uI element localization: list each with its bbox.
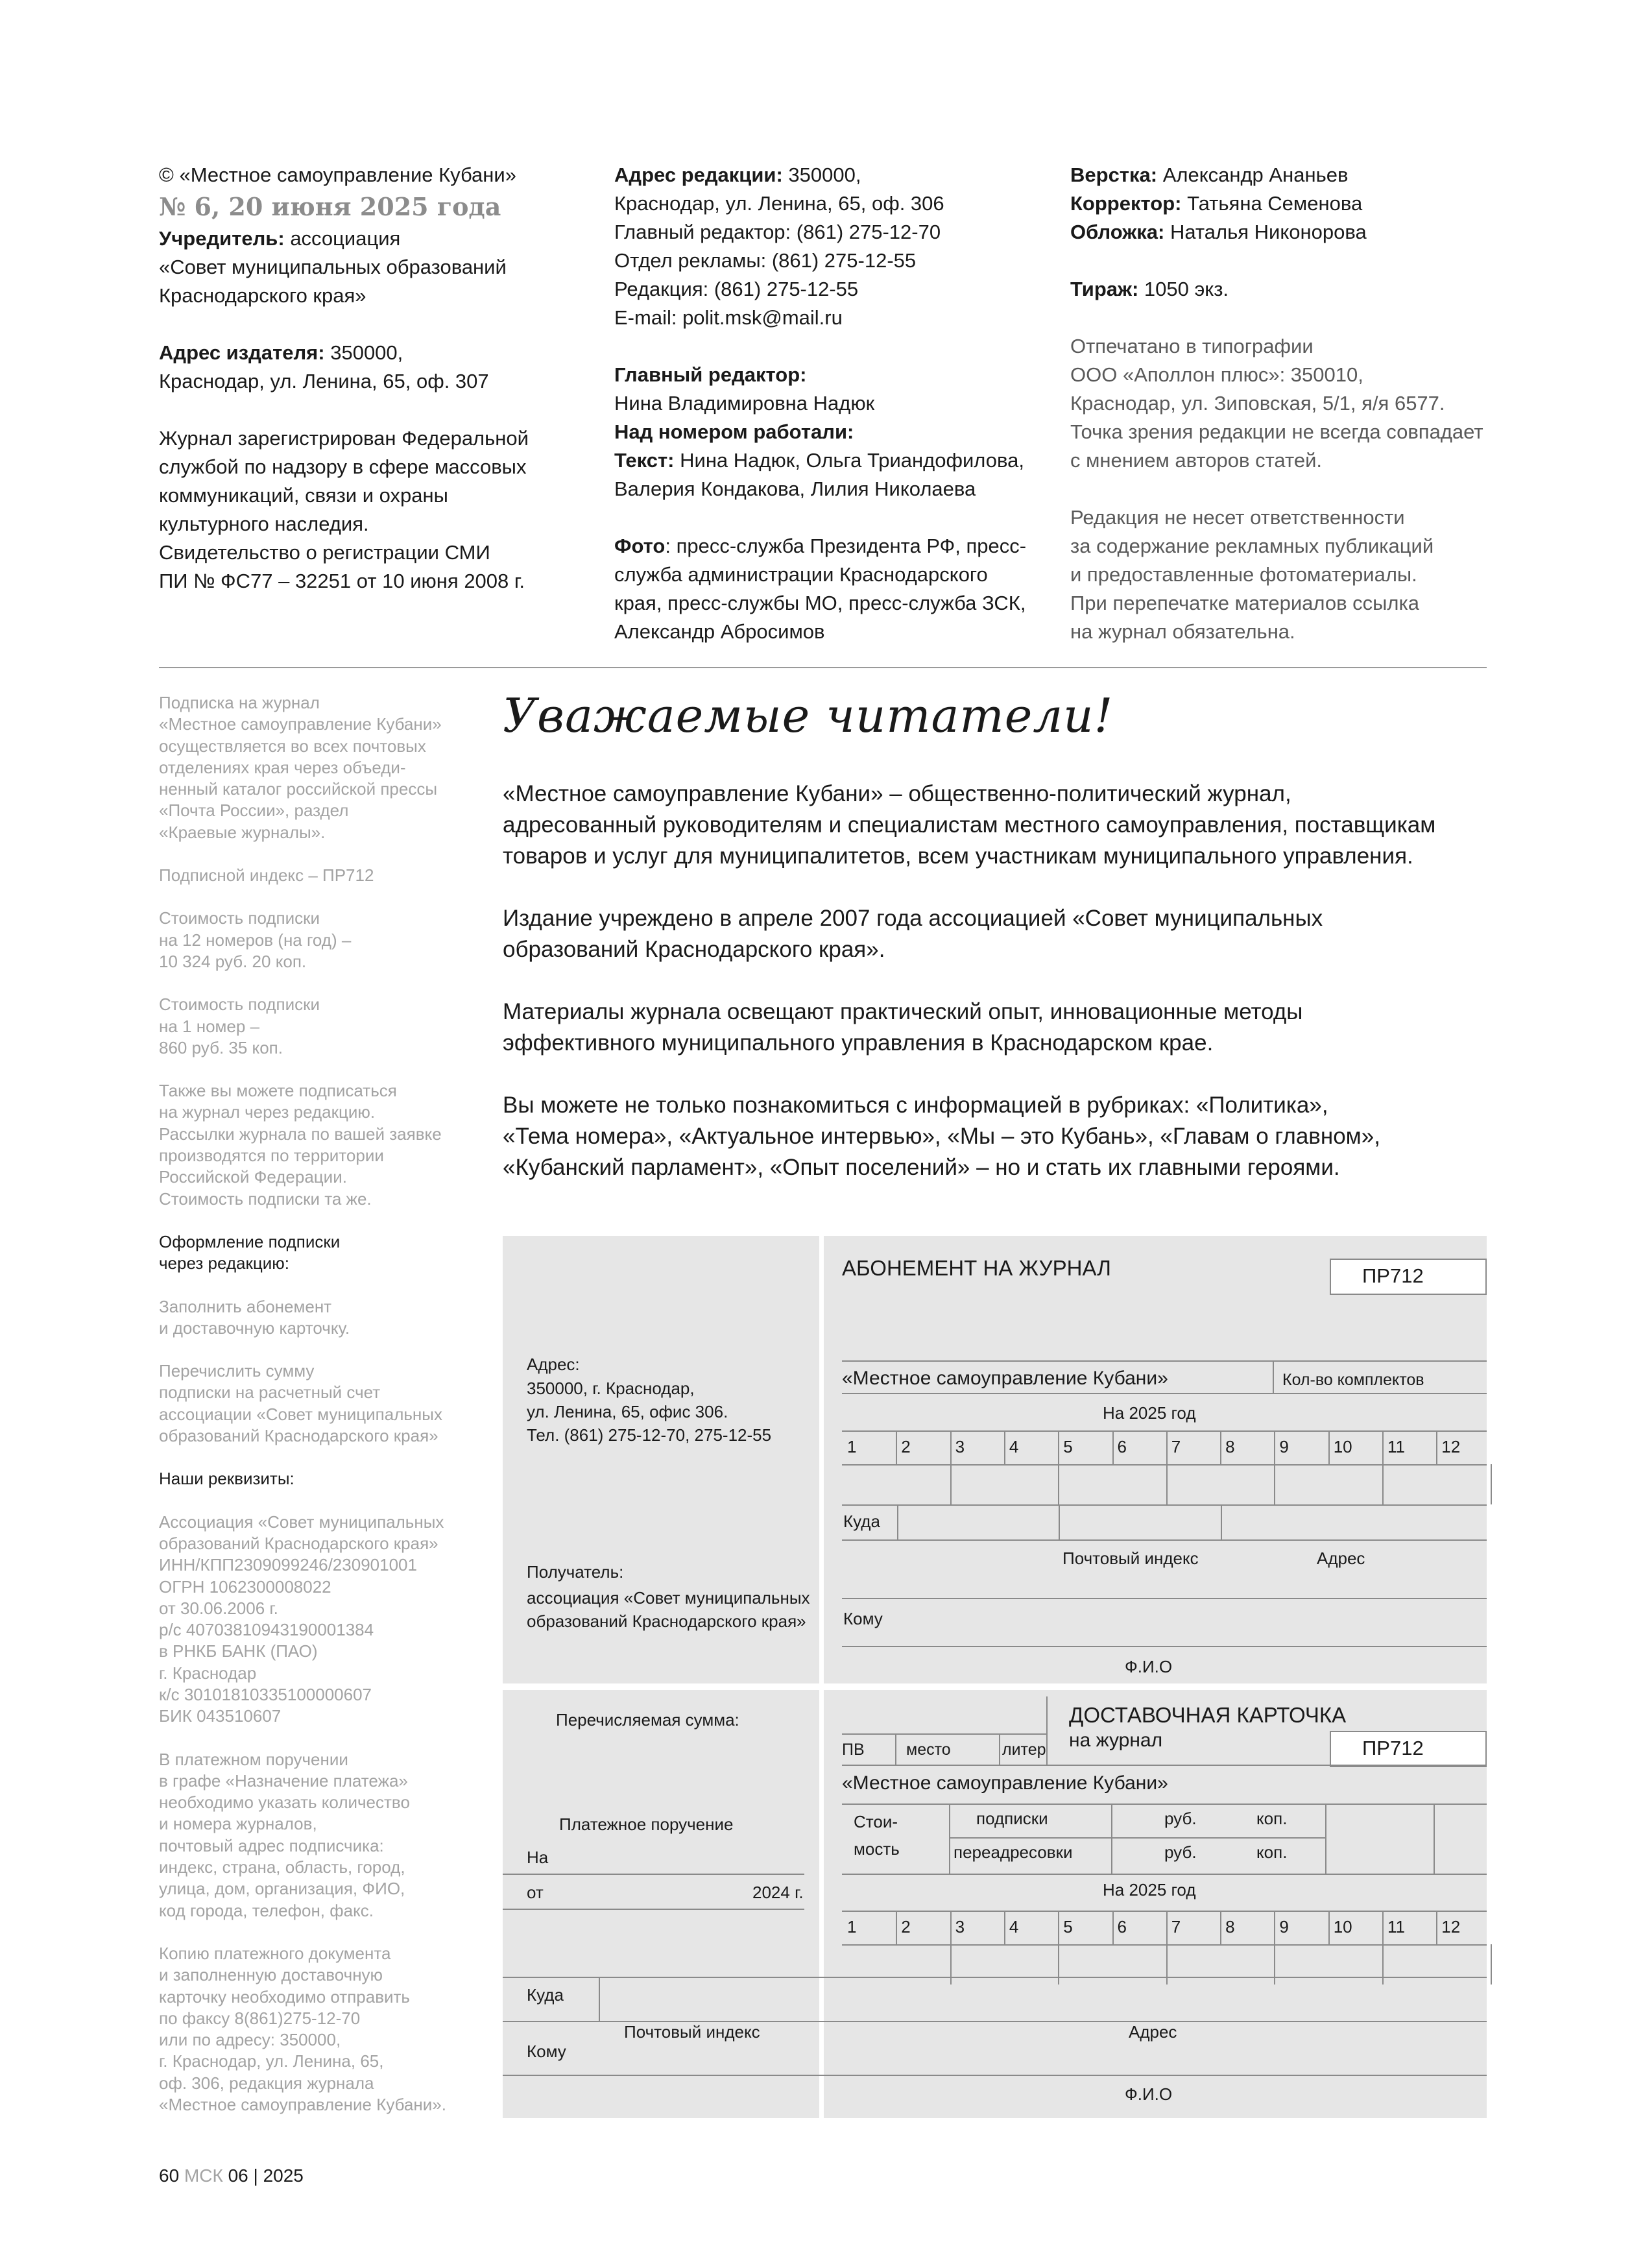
kop-label: коп. [1256, 1809, 1288, 1828]
address-field-label: Адрес [1317, 1549, 1365, 1568]
footer-year: 2025 [263, 2165, 304, 2186]
text-line: осуществляется во всех почтовых [159, 736, 426, 756]
delivery-lower-divider [1491, 1944, 1492, 1984]
delivery-lower-divider [950, 1944, 952, 1984]
cost-label: Стои- [854, 1812, 898, 1831]
subscription-lower-divider [950, 1464, 952, 1504]
founder: Учредитель: ассоциация [159, 227, 401, 250]
text-line: или по адресу: 350000, [159, 2030, 341, 2050]
disclaimer-line: Редакция не несет ответственности [1070, 506, 1405, 529]
editorial-column [614, 161, 1042, 646]
disclaimer-line: При перепечатке материалов ссылка [1070, 592, 1420, 614]
redirect-cost-label: переадресовки [954, 1842, 1073, 1862]
pv-label: ПВ [842, 1741, 865, 1759]
text-line: на журнал через редакцию. [159, 1102, 376, 1122]
subscription-month-4: 4 [1009, 1437, 1019, 1456]
text-line: БИК 043510607 [159, 1706, 282, 1726]
text-line: «Краевые журналы». [159, 822, 326, 842]
delivery-fio-label: Ф.И.О [1125, 2084, 1173, 2104]
footer-issue: 06 [228, 2165, 248, 2186]
text-line: «Тема номера», «Актуальное интервью», «Мы – это Кубань», «Главам о главном», [503, 1124, 1380, 1149]
text-line: через редакцию: [159, 1253, 289, 1273]
text-line: Ассоциация «Совет муниципальных [159, 1512, 444, 1532]
text-line: и заполненную доставочную [159, 1965, 383, 1985]
cost-label: мость [854, 1839, 900, 1859]
text-line: Материалы журнала освещают практический опыт, инновационные методы [503, 999, 1303, 1024]
founder-line: «Совет муниципальных образований [159, 256, 507, 278]
ads-phone: Отдел рекламы: (861) 275-12-55 [614, 249, 917, 272]
text-line: и номера журналов, [159, 1814, 317, 1834]
step-fill-forms [159, 1296, 464, 1340]
chief-phone: Главный редактор: (861) 275-12-70 [614, 221, 941, 243]
text-line: Перечислить сумму [159, 1361, 315, 1381]
page-number: 60 [159, 2165, 180, 2186]
subscription-year: На 2025 год [1103, 1403, 1196, 1423]
payment-where-label: Куда [527, 1985, 564, 2005]
article-paragraph [503, 903, 1489, 965]
subscription-month-10: 10 [1333, 1437, 1352, 1456]
delivery-month-1: 1 [847, 1917, 857, 1936]
subscription-month-7: 7 [1171, 1437, 1181, 1456]
from-label: от [527, 1883, 544, 1902]
payment-year: 2024 г. [752, 1883, 804, 1902]
cover-credit: Обложка: Наталья Никонорова [1070, 221, 1367, 243]
delivery-index-box: ПР712 [1330, 1731, 1487, 1767]
on-label: На [527, 1848, 549, 1867]
text-line: индекс, страна, область, город, [159, 1857, 405, 1877]
print-run: Тираж: 1050 экз. [1070, 278, 1229, 300]
printed-line: ООО «Аполлон плюс»: 350010, [1070, 363, 1363, 386]
subscription-magazine: «Местное самоуправление Кубани» [842, 1368, 1168, 1389]
address-label: Адрес: [527, 1355, 580, 1374]
text-line: в РНКБ БАНК (ПАО) [159, 1641, 318, 1661]
article-paragraph [503, 996, 1489, 1059]
proof-credit: Корректор: Татьяна Семенова [1070, 192, 1363, 215]
delivery-month-divider [896, 1911, 897, 1944]
delivery-month-5: 5 [1063, 1917, 1073, 1936]
printed-line: Отпечатано в типографии [1070, 335, 1314, 357]
publisher-address: Адрес издателя: 350000, [159, 341, 403, 364]
subscription-month-8: 8 [1225, 1437, 1235, 1456]
text-line: Стоимость подписки [159, 908, 320, 928]
text-line: ИНН/КПП2309099246/230901001 [159, 1555, 417, 1575]
delivery-lower-divider [1058, 1944, 1059, 1984]
text-line: Подписка на журнал [159, 693, 320, 712]
address-line: 350000, г. Краснодар, [527, 1379, 695, 1398]
layout-credit: Верстка: Александр Ананьев [1070, 163, 1349, 186]
footer-separator: | [253, 2165, 258, 2186]
delivery-month-4: 4 [1009, 1917, 1019, 1936]
delivery-month-divider [1220, 1911, 1221, 1944]
text-line: ненный каталог российской прессы [159, 779, 438, 799]
requisites-heading [159, 1468, 464, 1490]
delivery-month-divider [1058, 1911, 1059, 1944]
send-instructions [159, 1943, 464, 2116]
text-line: Подписной индекс – ПР712 [159, 865, 374, 886]
delivery-month-divider [1382, 1911, 1384, 1944]
text-line: «Кубанский парламент», «Опыт поселений» – но и стать их главными героями. [503, 1155, 1340, 1180]
sum-label: Перечисляемая сумма: [556, 1710, 739, 1730]
imprint-column [159, 161, 561, 596]
printed-line: Точка зрения редакции не всегда совпадает [1070, 420, 1483, 443]
delivery-lower-divider [1382, 1944, 1384, 1984]
subscription-month-12: 12 [1441, 1437, 1461, 1456]
delivery-month-7: 7 [1171, 1917, 1181, 1936]
single-price [159, 994, 464, 1059]
sets-label: Кол-во комплектов [1282, 1371, 1424, 1389]
delivery-lower-divider [1166, 1944, 1168, 1984]
page-footer [159, 2165, 304, 2186]
subscription-month-divider [1436, 1430, 1437, 1464]
chief-editor-label: Главный редактор: [614, 363, 807, 386]
article-body [503, 778, 1489, 1214]
text-line: Копию платежного документа [159, 1943, 391, 1963]
text-line: Заполнить абонемент [159, 1296, 332, 1316]
subscription-month-divider [896, 1430, 897, 1464]
magazine-abbr: МСК [184, 2165, 223, 2186]
requisites [159, 1512, 464, 1728]
photo-credits-line: Александр Абросимов [614, 620, 825, 643]
yearly-price [159, 908, 464, 972]
subscription-lower-divider [1058, 1464, 1059, 1504]
subscription-index [159, 865, 464, 886]
subscription-sidebar [159, 692, 464, 2116]
editorial-address: Адрес редакции: 350000, [614, 163, 861, 186]
subscription-month-1: 1 [847, 1437, 857, 1456]
subscription-steps-heading [159, 1231, 464, 1275]
text-line: производятся по территории [159, 1146, 384, 1166]
text-line: образований Краснодарского края» [159, 1426, 438, 1446]
to-label: Кому [843, 1609, 883, 1628]
fio-label: Ф.И.О [1125, 1657, 1173, 1676]
text-line: карточку необходимо отправить [159, 1986, 410, 2007]
rub-label: руб. [1164, 1809, 1197, 1828]
delivery-month-11: 11 [1387, 1917, 1405, 1936]
delivery-month-10: 10 [1333, 1917, 1352, 1936]
text-line: товаров и услуг для муниципалитетов, всем участникам муниципального управления. [503, 843, 1413, 869]
text-line: улица, дом, организация, ФИО, [159, 1879, 405, 1899]
subscription-right-panel [824, 1236, 1487, 1683]
delivery-address-label: Адрес [1129, 2022, 1177, 2042]
delivery-lower-divider [1274, 1944, 1275, 1984]
delivery-month-divider [1436, 1911, 1437, 1944]
subscription-month-divider [950, 1430, 952, 1464]
delivery-month-divider [1112, 1911, 1114, 1944]
chief-editor-name: Нина Владимировна Надюк [614, 392, 875, 415]
recipient-line: образований Краснодарского края» [527, 1611, 806, 1631]
subscription-month-divider [1382, 1430, 1384, 1464]
delivery-month-2: 2 [901, 1917, 911, 1936]
publisher-address-line: Краснодар, ул. Ленина, 65, оф. 307 [159, 370, 489, 392]
text-line: Издание учреждено в апреле 2007 года ассоциацией «Совет муниципальных [503, 906, 1323, 931]
office-phone: Редакция: (861) 275-12-55 [614, 278, 859, 300]
text-line: ОГРН 1062300008022 [159, 1576, 331, 1597]
text-line: ассоциации «Совет муниципальных [159, 1404, 442, 1424]
delivery-month-divider [1328, 1911, 1330, 1944]
payment-instructions [159, 1749, 464, 1922]
text-line: адресованный руководителям и специалистам местного самоуправления, поставщикам [503, 812, 1436, 838]
subscription-lower-divider [1491, 1464, 1492, 1504]
text-line: от 30.06.2006 г. [159, 1598, 278, 1618]
rub-label: руб. [1164, 1842, 1197, 1862]
subscription-month-5: 5 [1063, 1437, 1073, 1456]
text-line: почтовый адрес подписчика: [159, 1835, 384, 1855]
article-headline: Уважаемые читатели! [503, 688, 1114, 743]
delivery-magazine: «Местное самоуправление Кубани» [842, 1772, 1168, 1794]
text-line: Оформление подписки [159, 1231, 341, 1251]
subscription-month-2: 2 [901, 1437, 911, 1456]
subscription-lower-divider [1166, 1464, 1168, 1504]
text-line: код города, телефон, факс. [159, 1900, 374, 1920]
text-line: В платежном поручении [159, 1749, 348, 1769]
photo-credits: Фото: пресс-служба Президента РФ, пресс- [614, 535, 1027, 557]
issue-number: № 6, 20 июня 2025 года [159, 192, 501, 221]
text-line: «Местное самоуправление Кубани» [159, 714, 442, 734]
text-line: эффективного муниципального управления в Краснодарском крае. [503, 1030, 1214, 1056]
subscription-index-box: ПР712 [1330, 1259, 1487, 1295]
subscription-info [159, 692, 464, 843]
postcode-label: Почтовый индекс [1062, 1549, 1199, 1568]
text-line: к/с 30101810335100000607 [159, 1684, 372, 1704]
text-line: Российской Федерации. [159, 1167, 347, 1187]
text-line: в графе «Назначение платежа» [159, 1770, 408, 1791]
text-line: необходимо указать количество [159, 1792, 410, 1813]
text-line: г. Краснодар, ул. Ленина, 65, [159, 2051, 384, 2071]
registration-line: Свидетельство о регистрации СМИ [159, 541, 490, 564]
liter-label: литер [1002, 1741, 1046, 1759]
subscription-month-divider [1058, 1430, 1059, 1464]
production-column [1070, 161, 1492, 646]
delivery-month-divider [950, 1911, 952, 1944]
subscription-month-divider [1004, 1430, 1005, 1464]
subscription-month-divider [1112, 1430, 1114, 1464]
text-line: Стоимость подписки та же. [159, 1188, 372, 1209]
subscription-month-9: 9 [1279, 1437, 1289, 1456]
text-line: образований Краснодарского края» [159, 1533, 438, 1553]
kop-label: коп. [1256, 1842, 1288, 1862]
photo-credits-line: края, пресс-службы МО, пресс-служба ЗСК, [614, 592, 1026, 614]
text-line: Рассылки журнала по вашей заявке [159, 1124, 442, 1144]
email: E-mail: polit.msk@mail.ru [614, 306, 843, 329]
where-label: Куда [843, 1512, 880, 1531]
article-paragraph [503, 778, 1489, 872]
subscription-lower-divider [1382, 1464, 1384, 1504]
text-line: на 1 номер – [159, 1016, 260, 1036]
subscription-lower-divider [1274, 1464, 1275, 1504]
disclaimer-line: за содержание рекламных публикаций [1070, 535, 1434, 557]
delivery-month-9: 9 [1279, 1917, 1289, 1936]
printed-line: с мнением авторов статей. [1070, 449, 1322, 472]
delivery-month-8: 8 [1225, 1917, 1235, 1936]
text-credits: Текст: Нина Надюк, Ольга Триандофилова, [614, 449, 1024, 472]
printed-line: Краснодар, ул. Зиповская, 5/1, я/я 6577. [1070, 392, 1445, 415]
subscription-month-11: 11 [1387, 1437, 1405, 1456]
text-line: на 12 номеров (на год) – [159, 930, 352, 950]
delivery-month-6: 6 [1117, 1917, 1127, 1936]
text-line: Стоимость подписки [159, 995, 320, 1015]
text-line: образований Краснодарского края». [503, 937, 885, 962]
recipient-line: ассоциация «Совет муниципальных [527, 1588, 810, 1608]
article-paragraph [503, 1090, 1489, 1183]
subscription-month-3: 3 [955, 1437, 965, 1456]
subscription-month-divider [1166, 1430, 1168, 1464]
text-line: р/с 40703810943190001384 [159, 1620, 374, 1640]
payment-to-label: Кому [527, 2042, 566, 2061]
registration-line: культурного наследия. [159, 513, 369, 535]
subscription-month-divider [1274, 1430, 1275, 1464]
disclaimer-line: и предоставленные фотоматериалы. [1070, 563, 1417, 586]
subscription-month-divider [1328, 1430, 1330, 1464]
founder-line: Краснодарского края» [159, 284, 366, 307]
subscription-month-divider [1220, 1430, 1221, 1464]
registration-line: службой по надзору в сфере массовых [159, 455, 527, 478]
editorial-address-line: Краснодар, ул. Ленина, 65, оф. 306 [614, 192, 944, 215]
photo-credits-line: служба администрации Краснодарского [614, 563, 988, 586]
disclaimer-line: на журнал обязательна. [1070, 620, 1295, 643]
delivery-month-3: 3 [955, 1917, 965, 1936]
payment-postcode-label: Почтовый индекс [624, 2022, 760, 2042]
worked-label: Над номером работали: [614, 420, 854, 443]
text-line: 10 324 руб. 20 коп. [159, 951, 307, 971]
text-line: «Местное самоуправление Кубани». [159, 2095, 446, 2115]
address-line: Тел. (861) 275-12-70, 275-12-55 [527, 1425, 772, 1445]
delivery-title: ДОСТАВОЧНАЯ КАРТОЧКА [1069, 1703, 1347, 1727]
delivery-month-divider [1004, 1911, 1005, 1944]
address-line: ул. Ленина, 65, офис 306. [527, 1402, 728, 1421]
step-transfer [159, 1360, 464, 1447]
text-line: отделениях края через объеди- [159, 757, 406, 777]
text-line: 860 руб. 35 коп. [159, 1037, 283, 1057]
text-line: по факсу 8(861)275-12-70 [159, 2008, 361, 2028]
editorial-subscription [159, 1080, 464, 1210]
text-line: «Местное самоуправление Кубани» – общественно-политический журнал, [503, 781, 1291, 806]
recipient-label: Получатель: [527, 1562, 624, 1582]
text-line: Вы можете не только познакомиться с информацией в рубриках: «Политика», [503, 1092, 1328, 1118]
subscription-month-6: 6 [1117, 1437, 1127, 1456]
subscription-cost-label: подписки [976, 1809, 1048, 1828]
copyright: © «Местное самоуправление Кубани» [159, 163, 516, 186]
place-label: место [906, 1741, 951, 1759]
text-line: Наши реквизиты: [159, 1469, 294, 1489]
delivery-month-12: 12 [1441, 1917, 1461, 1936]
order-label: Платежное поручение [559, 1815, 734, 1834]
subscription-title: АБОНЕМЕНТ НА ЖУРНАЛ [842, 1256, 1111, 1280]
text-line: «Почта России», раздел [159, 801, 349, 821]
registration-line: Журнал зарегистрирован Федеральной [159, 427, 529, 450]
delivery-month-divider [1166, 1911, 1168, 1944]
registration-line: ПИ № ФС77 – 32251 от 10 июня 2008 г. [159, 570, 525, 592]
delivery-month-divider [1274, 1911, 1275, 1944]
delivery-subtitle: на журнал [1069, 1730, 1163, 1751]
text-line: Также вы можете подписаться [159, 1081, 397, 1101]
text-line: г. Краснодар [159, 1663, 257, 1683]
text-credits-line: Валерия Кондакова, Лилия Николаева [614, 477, 976, 500]
text-line: и доставочную карточку. [159, 1318, 350, 1338]
text-line: оф. 306, редакция журнала [159, 2073, 374, 2093]
registration-line: коммуникаций, связи и охраны [159, 484, 448, 507]
delivery-year: На 2025 год [1103, 1880, 1196, 1900]
section-divider [159, 667, 1487, 668]
text-line: подписки на расчетный счет [159, 1382, 381, 1403]
